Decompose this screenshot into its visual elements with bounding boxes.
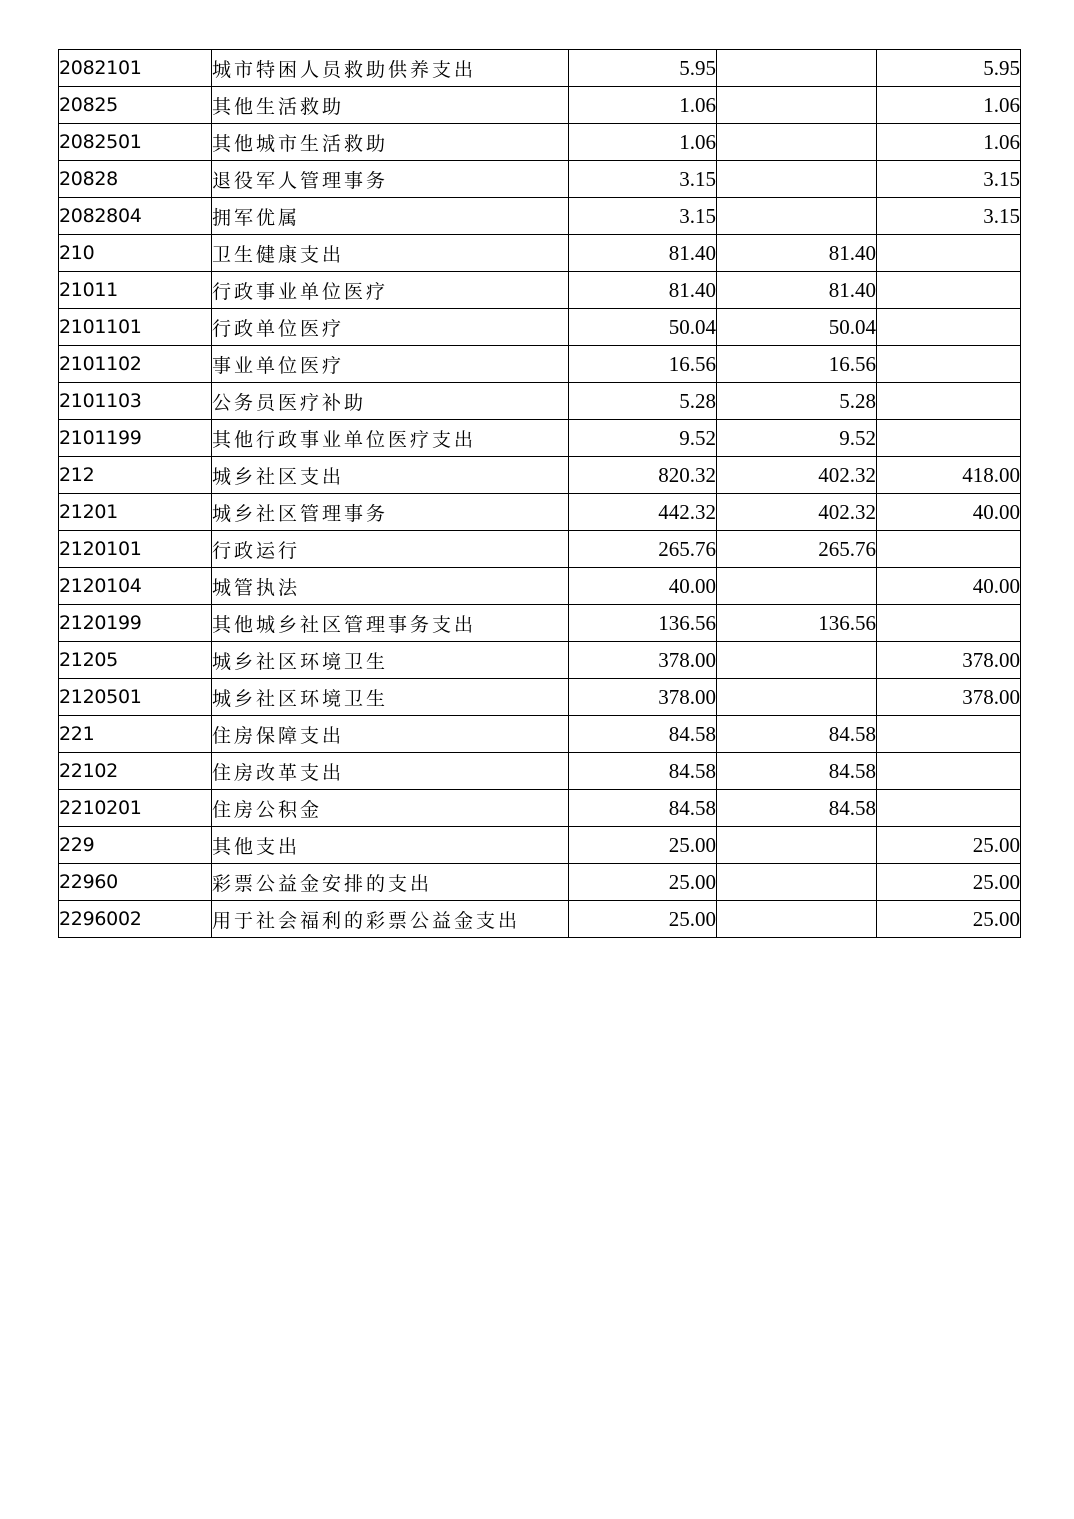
subject-name-cell: 住房改革支出 bbox=[212, 753, 569, 790]
subject-code-cell: 20825 bbox=[59, 87, 212, 124]
subject-name-cell: 退役军人管理事务 bbox=[212, 161, 569, 198]
subject-name-cell: 城管执法 bbox=[212, 568, 569, 605]
subject-name-cell: 其他城市生活救助 bbox=[212, 124, 569, 161]
project-expenditure-cell bbox=[877, 346, 1021, 383]
project-expenditure-cell bbox=[877, 420, 1021, 457]
project-expenditure-cell: 3.15 bbox=[877, 161, 1021, 198]
project-expenditure-cell bbox=[877, 383, 1021, 420]
subject-code-cell: 22102 bbox=[59, 753, 212, 790]
subject-code-cell: 2120104 bbox=[59, 568, 212, 605]
table-row bbox=[59, 901, 1021, 938]
basic-expenditure-cell bbox=[717, 679, 877, 716]
table-row bbox=[59, 87, 1021, 124]
subject-name-cell: 其他城乡社区管理事务支出 bbox=[212, 605, 569, 642]
basic-expenditure-cell: 81.40 bbox=[717, 235, 877, 272]
total-amount-cell: 442.32 bbox=[569, 494, 717, 531]
subject-code-cell: 20828 bbox=[59, 161, 212, 198]
total-amount-cell: 25.00 bbox=[569, 901, 717, 938]
basic-expenditure-cell: 136.56 bbox=[717, 605, 877, 642]
subject-code-cell: 2296002 bbox=[59, 901, 212, 938]
project-expenditure-cell: 378.00 bbox=[877, 679, 1021, 716]
project-expenditure-cell bbox=[877, 790, 1021, 827]
table-row bbox=[59, 420, 1021, 457]
project-expenditure-cell: 40.00 bbox=[877, 494, 1021, 531]
total-amount-cell: 3.15 bbox=[569, 198, 717, 235]
basic-expenditure-cell bbox=[717, 87, 877, 124]
basic-expenditure-cell bbox=[717, 161, 877, 198]
subject-code-cell: 212 bbox=[59, 457, 212, 494]
table-row bbox=[59, 383, 1021, 420]
subject-name-cell: 其他生活救助 bbox=[212, 87, 569, 124]
subject-name-cell: 城乡社区环境卫生 bbox=[212, 679, 569, 716]
basic-expenditure-cell: 81.40 bbox=[717, 272, 877, 309]
project-expenditure-cell: 25.00 bbox=[877, 864, 1021, 901]
basic-expenditure-cell bbox=[717, 827, 877, 864]
basic-expenditure-cell: 84.58 bbox=[717, 753, 877, 790]
table-row bbox=[59, 457, 1021, 494]
subject-code-cell: 2101103 bbox=[59, 383, 212, 420]
subject-code-cell: 2120501 bbox=[59, 679, 212, 716]
table-row bbox=[59, 864, 1021, 901]
subject-name-cell: 用于社会福利的彩票公益金支出 bbox=[212, 901, 569, 938]
subject-name-cell: 城乡社区环境卫生 bbox=[212, 642, 569, 679]
table-row bbox=[59, 790, 1021, 827]
subject-code-cell: 2101101 bbox=[59, 309, 212, 346]
table-row bbox=[59, 161, 1021, 198]
project-expenditure-cell bbox=[877, 716, 1021, 753]
subject-code-cell: 2120101 bbox=[59, 531, 212, 568]
basic-expenditure-cell: 9.52 bbox=[717, 420, 877, 457]
basic-expenditure-cell: 402.32 bbox=[717, 457, 877, 494]
total-amount-cell: 16.56 bbox=[569, 346, 717, 383]
total-amount-cell: 1.06 bbox=[569, 87, 717, 124]
total-amount-cell: 3.15 bbox=[569, 161, 717, 198]
basic-expenditure-cell: 84.58 bbox=[717, 716, 877, 753]
subject-name-cell: 行政事业单位医疗 bbox=[212, 272, 569, 309]
subject-code-cell: 210 bbox=[59, 235, 212, 272]
project-expenditure-cell: 25.00 bbox=[877, 827, 1021, 864]
basic-expenditure-cell: 50.04 bbox=[717, 309, 877, 346]
basic-expenditure-cell bbox=[717, 124, 877, 161]
subject-code-cell: 2120199 bbox=[59, 605, 212, 642]
project-expenditure-cell: 418.00 bbox=[877, 457, 1021, 494]
basic-expenditure-cell: 84.58 bbox=[717, 790, 877, 827]
total-amount-cell: 84.58 bbox=[569, 790, 717, 827]
project-expenditure-cell bbox=[877, 531, 1021, 568]
table-row bbox=[59, 309, 1021, 346]
basic-expenditure-cell: 265.76 bbox=[717, 531, 877, 568]
basic-expenditure-cell: 16.56 bbox=[717, 346, 877, 383]
subject-code-cell: 2101199 bbox=[59, 420, 212, 457]
subject-name-cell: 其他行政事业单位医疗支出 bbox=[212, 420, 569, 457]
subject-code-cell: 2082101 bbox=[59, 50, 212, 87]
total-amount-cell: 81.40 bbox=[569, 272, 717, 309]
basic-expenditure-cell bbox=[717, 198, 877, 235]
table-row bbox=[59, 198, 1021, 235]
subject-name-cell: 卫生健康支出 bbox=[212, 235, 569, 272]
table-row bbox=[59, 346, 1021, 383]
subject-code-cell: 221 bbox=[59, 716, 212, 753]
project-expenditure-cell bbox=[877, 272, 1021, 309]
project-expenditure-cell: 378.00 bbox=[877, 642, 1021, 679]
subject-code-cell: 2082804 bbox=[59, 198, 212, 235]
subject-name-cell: 彩票公益金安排的支出 bbox=[212, 864, 569, 901]
basic-expenditure-cell bbox=[717, 50, 877, 87]
basic-expenditure-cell bbox=[717, 568, 877, 605]
table-row bbox=[59, 753, 1021, 790]
subject-code-cell: 2082501 bbox=[59, 124, 212, 161]
total-amount-cell: 378.00 bbox=[569, 642, 717, 679]
subject-name-cell: 行政单位医疗 bbox=[212, 309, 569, 346]
total-amount-cell: 136.56 bbox=[569, 605, 717, 642]
project-expenditure-cell: 1.06 bbox=[877, 87, 1021, 124]
subject-code-cell: 22960 bbox=[59, 864, 212, 901]
subject-name-cell: 住房保障支出 bbox=[212, 716, 569, 753]
table-row bbox=[59, 494, 1021, 531]
subject-name-cell: 城乡社区管理事务 bbox=[212, 494, 569, 531]
subject-code-cell: 21205 bbox=[59, 642, 212, 679]
subject-code-cell: 21011 bbox=[59, 272, 212, 309]
subject-code-cell: 21201 bbox=[59, 494, 212, 531]
total-amount-cell: 1.06 bbox=[569, 124, 717, 161]
table-row bbox=[59, 124, 1021, 161]
total-amount-cell: 265.76 bbox=[569, 531, 717, 568]
project-expenditure-cell: 40.00 bbox=[877, 568, 1021, 605]
table-row bbox=[59, 272, 1021, 309]
table-row bbox=[59, 531, 1021, 568]
subject-code-cell: 229 bbox=[59, 827, 212, 864]
subject-name-cell: 城乡社区支出 bbox=[212, 457, 569, 494]
project-expenditure-cell bbox=[877, 605, 1021, 642]
total-amount-cell: 84.58 bbox=[569, 716, 717, 753]
total-amount-cell: 25.00 bbox=[569, 827, 717, 864]
basic-expenditure-cell bbox=[717, 901, 877, 938]
subject-name-cell: 住房公积金 bbox=[212, 790, 569, 827]
total-amount-cell: 820.32 bbox=[569, 457, 717, 494]
subject-name-cell: 其他支出 bbox=[212, 827, 569, 864]
subject-name-cell: 事业单位医疗 bbox=[212, 346, 569, 383]
table-row bbox=[59, 716, 1021, 753]
subject-code-cell: 2101102 bbox=[59, 346, 212, 383]
total-amount-cell: 84.58 bbox=[569, 753, 717, 790]
total-amount-cell: 40.00 bbox=[569, 568, 717, 605]
subject-name-cell: 城市特困人员救助供养支出 bbox=[212, 50, 569, 87]
budget-table bbox=[58, 49, 1021, 938]
project-expenditure-cell: 1.06 bbox=[877, 124, 1021, 161]
total-amount-cell: 9.52 bbox=[569, 420, 717, 457]
table-row bbox=[59, 605, 1021, 642]
table-row bbox=[59, 679, 1021, 716]
project-expenditure-cell bbox=[877, 235, 1021, 272]
basic-expenditure-cell: 5.28 bbox=[717, 383, 877, 420]
total-amount-cell: 25.00 bbox=[569, 864, 717, 901]
total-amount-cell: 50.04 bbox=[569, 309, 717, 346]
table-row bbox=[59, 568, 1021, 605]
project-expenditure-cell: 25.00 bbox=[877, 901, 1021, 938]
subject-name-cell: 行政运行 bbox=[212, 531, 569, 568]
project-expenditure-cell: 5.95 bbox=[877, 50, 1021, 87]
table-row bbox=[59, 642, 1021, 679]
project-expenditure-cell: 3.15 bbox=[877, 198, 1021, 235]
table-row bbox=[59, 827, 1021, 864]
basic-expenditure-cell: 402.32 bbox=[717, 494, 877, 531]
basic-expenditure-cell bbox=[717, 642, 877, 679]
total-amount-cell: 5.28 bbox=[569, 383, 717, 420]
subject-code-cell: 2210201 bbox=[59, 790, 212, 827]
project-expenditure-cell bbox=[877, 309, 1021, 346]
project-expenditure-cell bbox=[877, 753, 1021, 790]
budget-table-body bbox=[59, 50, 1021, 938]
subject-name-cell: 公务员医疗补助 bbox=[212, 383, 569, 420]
table-row bbox=[59, 235, 1021, 272]
subject-name-cell: 拥军优属 bbox=[212, 198, 569, 235]
total-amount-cell: 378.00 bbox=[569, 679, 717, 716]
table-row bbox=[59, 50, 1021, 87]
basic-expenditure-cell bbox=[717, 864, 877, 901]
total-amount-cell: 5.95 bbox=[569, 50, 717, 87]
total-amount-cell: 81.40 bbox=[569, 235, 717, 272]
